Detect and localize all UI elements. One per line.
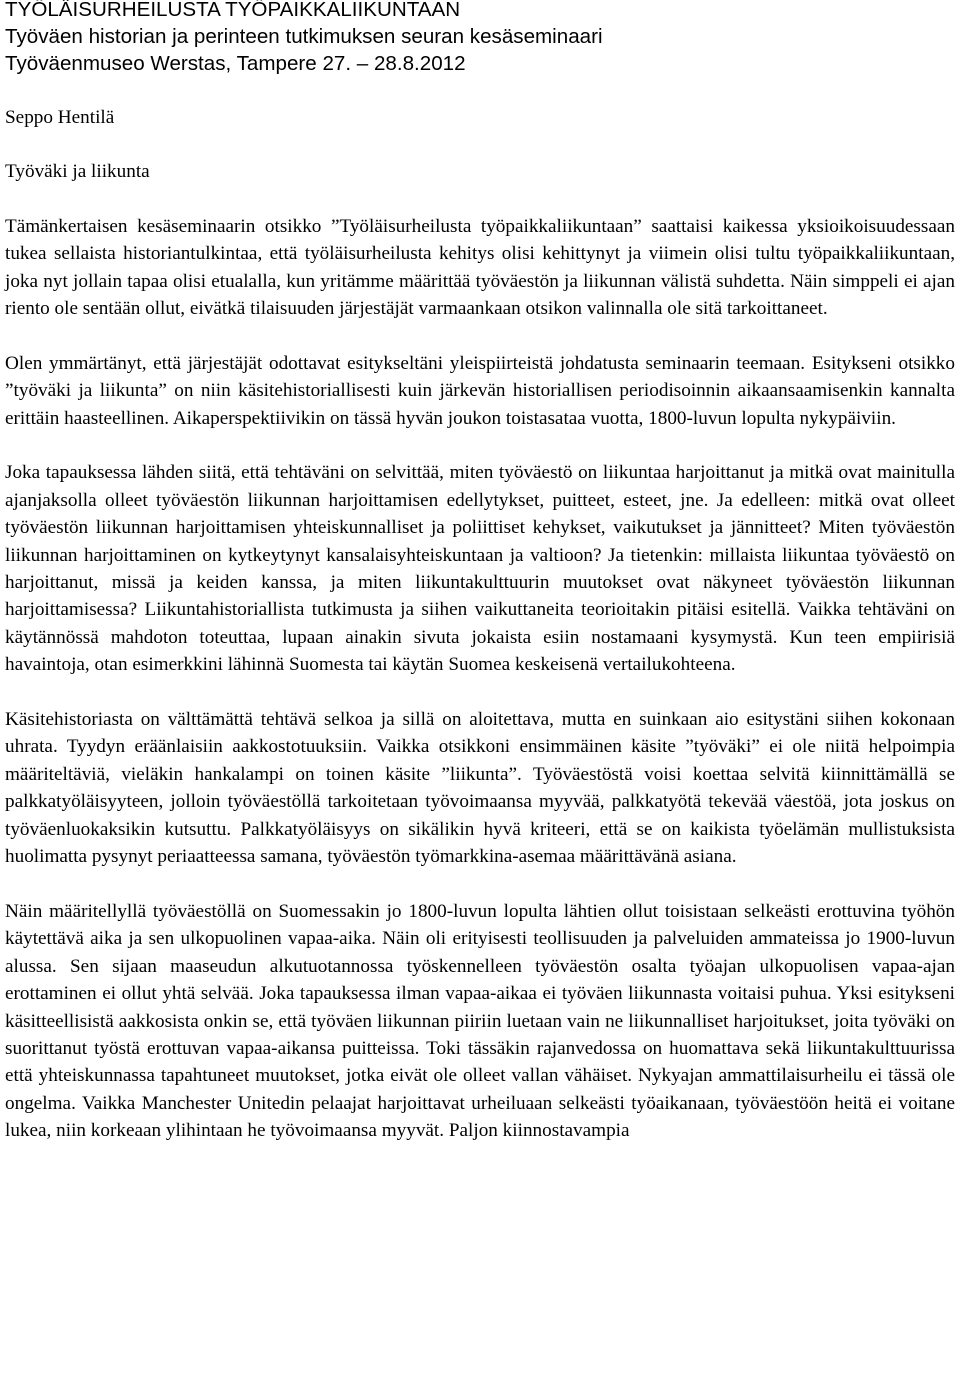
seminar-header (5, 0, 955, 77)
paragraph-5: Näin määritellyllä työväestöllä on Suomessakin jo 1800-luvun lopulta lähtien ollut toisistaan selkeästi erottuvina työhön käytettävä aika ja sen ulkopuolinen vapaa-aika. Näin oli erityisesti teollisuuden ja palveluiden ammateissa jo 1900-luvun alussa. Sen sijaan maaseudun alkutuotannossa työskennelleen työväestön osalta työajan ulkopuolisen vapaa-ajan erottaminen ei ollut yhtä selvää. Joka tapauksessa ilman vapaa-aikaa ei työväen liikunnasta voitaisi puhua. Yksi esitykseni käsitteellisistä aakkosista onkin se, että työväen liikunnan piiriin luetaan vain ne liikunnalliset harjoitukset, joita työväki on suorittanut työstä erottuvan vapaa-aikansa puitteissa. Toki tässäkin rajanvedossa on huomattava sekä liikuntakulttuurissa että yhteiskunnassa tapahtuneet muutokset, jotka eivät ole olleet vallan vähäiset. Nykyajan ammattilaisurheilu ei tässä ole ongelma. Vaikka Manchester Unitedin pelaajat harjoittavat urheiluaan selkeästi työaikanaan, työväestöön heitä ei voitane lukea, niin korkeaan ylihintaan he työvoimaansa myyvät. Paljon kiinnostavampia (5, 900, 955, 1142)
paragraph-3: Joka tapauksessa lähden siitä, että tehtäväni on selvittää, miten työväestö on liikuntaa harjoittanut ja mitkä ovat mainitulla ajanjaksolla olleet työväestön liikunnan harjoittamisen edellytykset, puitteet, esteet, jne. Ja edelleen: mitkä ovat olleet työväestön liikunnan harjoittamisen yhteiskunnalliset ja poliittiset kehykset, vaikutukset ja jännitteet? Miten työväestön liikunnan harjoittaminen on kytkeytynyt kansalaisyhteiskuntaan ja valtioon? Ja tietenkin: millaista liikuntaa työväestö on harjoittanut, missä ja keiden kanssa, ja miten liikuntakulttuurin muutokset ovat näkyneet työväestön liikunnan harjoittamisessa? Liikuntahistoriallista tutkimusta ja siihen vaikuttaneita teorioitakin pitäisi esitellä. Vaikka tehtäväni on käytännössä mahdoton toteuttaa, lupaan ainakin sivuta jokaista esiin nostamaani kysymystä. Kun teen empiirisiä havaintoja, otan esimerkkini lähinnä Suomesta tai käytän Suomea keskeisenä vertailukohteena. (5, 462, 955, 676)
spacer (5, 186, 955, 213)
paragraph-1: Tämänkertaisen kesäseminaarin otsikko ”Työläisurheilusta työpaikkaliikuntaan” saattaisi kaikessa yksioikoisuudessaan tukea sellaista historiantulkintaa, että työläisurheilusta kehitys olisi kehittynyt ja viimein olisi tultu työpaikkaliikuntaan, joka nyt jollain tapaa olisi etualalla, kun yritämme määrittää työväestön ja liikunnan välistä suhdetta. Näin simppeli ei ajan riento ole sentään ollut, eivätkä tilaisuuden järjestäjät varmaankaan otsikon valinnalla ole sitä tarkoittaneet. (5, 215, 955, 320)
seminar-venue-date: Työväenmuseo Werstas, Tampere 27. – 28.8.2012 (5, 52, 466, 75)
presentation-title: Työväki ja liikunta (5, 161, 150, 183)
paragraph-4: Käsitehistoriasta on välttämättä tehtävä selkoa ja sillä on aloitettava, mutta en suinkaan aio esitystäni siihen kokonaan uhrata. Tyydyn eräänlaisiin aakkostotuuksiin. Vaikka otsikkoni ensimmäinen käsite ”työväki” ei ole niitä helpoimpia määriteltäviä, vieläkin hankalampi on toinen käsite ”liikunta”. Työväestöstä voisi koettaa selvitä kiinnittämällä se palkkatyöläisyyteen, jolloin työväestöllä tarkoitetaan työvoimaansa myyvää, palkkatyötä tekevää väestöä, jota joskus on työväenluokaksikin kutsuttu. Palkkatyöläisyys on sikälikin hyvä kriteeri, että se on kaikista työelämän mullistuksista huolimatta pysynyt periaatteessa samana, työväestön työmarkkina-asemaa määrittävänä asiana. (5, 709, 955, 868)
author-name: Seppo Hentilä (5, 107, 115, 128)
seminar-title: TYÖLÄISURHEILUSTA TYÖPAIKKALIIKUNTAAN (5, 0, 461, 21)
spacer (5, 131, 955, 158)
seminar-organizer: Työväen historian ja perinteen tutkimuksen seuran kesäseminaari (5, 25, 603, 48)
spacer (5, 77, 955, 104)
paragraph-2: Olen ymmärtänyt, että järjestäjät odottavat esitykseltäni yleispiirteistä johdatusta seminaarin teemaan. Esitykseni otsikko ”työväki ja liikunta” on niin käsitehistoriallisesti kuin järkevän historiallisen periodisoinnin aikaansaamisenkin kannalta erittäin haasteellinen. Aikaperspektiivikin on tässä hyvän joukon toistasataa vuotta, 1800-luvun lopulta nykypäiviin. (5, 352, 955, 429)
body-text (5, 213, 955, 1145)
document-page (5, 0, 955, 1145)
